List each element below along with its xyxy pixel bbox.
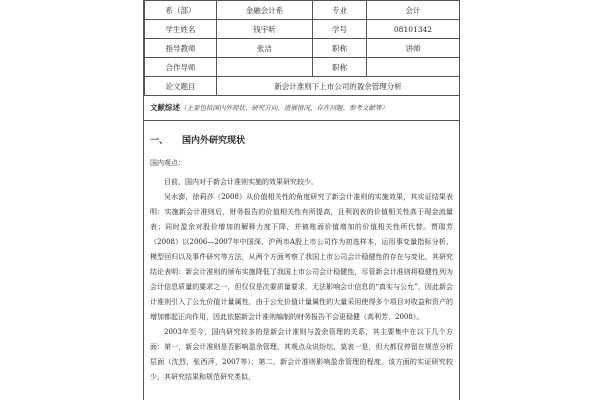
title-label: 职称 xyxy=(313,39,367,58)
title2-label: 职称 xyxy=(313,58,367,77)
topic-label: 论文题目 xyxy=(145,77,217,96)
id-label: 学号 xyxy=(313,20,367,39)
paragraph: 2003年至今，国内研究较多的是新会计准则与盈余管理的关系，其主要集中在以下几个方面：第一，新会计准则是否影响盈余管理，其观点众说纷纭，莫衷一是，但大都仅停留在规范分析层面（沈烈、张西萍，2007等）；第二，新会计准则影响盈余管理的程度，该方面的实证研究较少，其研究结果和规范研究类似， xyxy=(150,328,453,381)
body-text xyxy=(144,156,459,385)
title-value: 讲师 xyxy=(367,39,460,58)
major-value: 会计 xyxy=(367,1,460,20)
lit-hint: （主要包括国内外现状、研究方向、进展情况、存在问题、参考文献等） xyxy=(180,104,388,112)
proposal-sheet xyxy=(143,0,460,400)
advisor-value: 张洁 xyxy=(217,39,313,58)
advisor-label: 指导教师 xyxy=(145,39,217,58)
student-label: 学生姓名 xyxy=(145,20,217,39)
major-label: 专业 xyxy=(313,1,367,20)
id-value: 08101342 xyxy=(367,20,460,39)
paragraph: 目前，国内对于新会计准则实施的效果研究较少。 xyxy=(164,178,318,186)
table-row xyxy=(145,58,460,77)
table-row xyxy=(145,39,460,58)
student-value: 钱宇昕 xyxy=(217,20,313,39)
info-table xyxy=(144,0,460,96)
table-row xyxy=(145,77,460,96)
dept-value: 金融会计系 xyxy=(217,1,313,20)
table-row xyxy=(145,1,460,20)
title2-value xyxy=(367,58,460,77)
paragraph: 吴水澎，徐莉莎（2008）从价值相关性的角度研究了新会计准则的实施效果，其实证结果表明：实施新会计准则后，财务报告的价值相关性有所提高，且利润表的价值相关性高于现金流量表；同时盈余对股价增加的解释力度下降，并被账面价值增加的价值相关性所代替。贾瑞芳（2008）以2006—2007年中国深、沪两市A股上市公司作为初选样本，运用事变量指标分析、模型回归以及事件研究等方法，从两个方面考察了我国上市公司会计稳健性的存在与变化，其研究结论表明：新会计准则的颁布实施降低了我国上市公司会计稳健性，尽管新会计准则将稳健性列为会计信息质量的要求之一，但仅仅是次要质量要求，无法影响会计信息的“真实与公允”，因此新会计准则引入了公允价值计量属性，由于公允价值计量属性的大量采用使得多个项目对收益和资产的增加都起正向作用，因此依据新会计准则编制的财务报告不会更稳健（高利芳，2008）。 xyxy=(150,193,453,321)
coadvisor-label: 合作导师 xyxy=(145,58,217,77)
dept-label: 系（部） xyxy=(145,1,217,20)
topic-value: 新会计准则下上市公司的盈余管理分析 xyxy=(217,77,460,96)
sub-heading: 国内观点： xyxy=(150,159,185,167)
section-title: 国内外研究现状 xyxy=(182,136,246,146)
lit-heading: 文献综述 xyxy=(150,103,180,112)
section-number: 一、 xyxy=(150,136,169,146)
section-heading xyxy=(150,133,453,146)
coadvisor-value xyxy=(217,58,313,77)
table-row xyxy=(145,20,460,39)
literature-review-header xyxy=(144,96,459,121)
